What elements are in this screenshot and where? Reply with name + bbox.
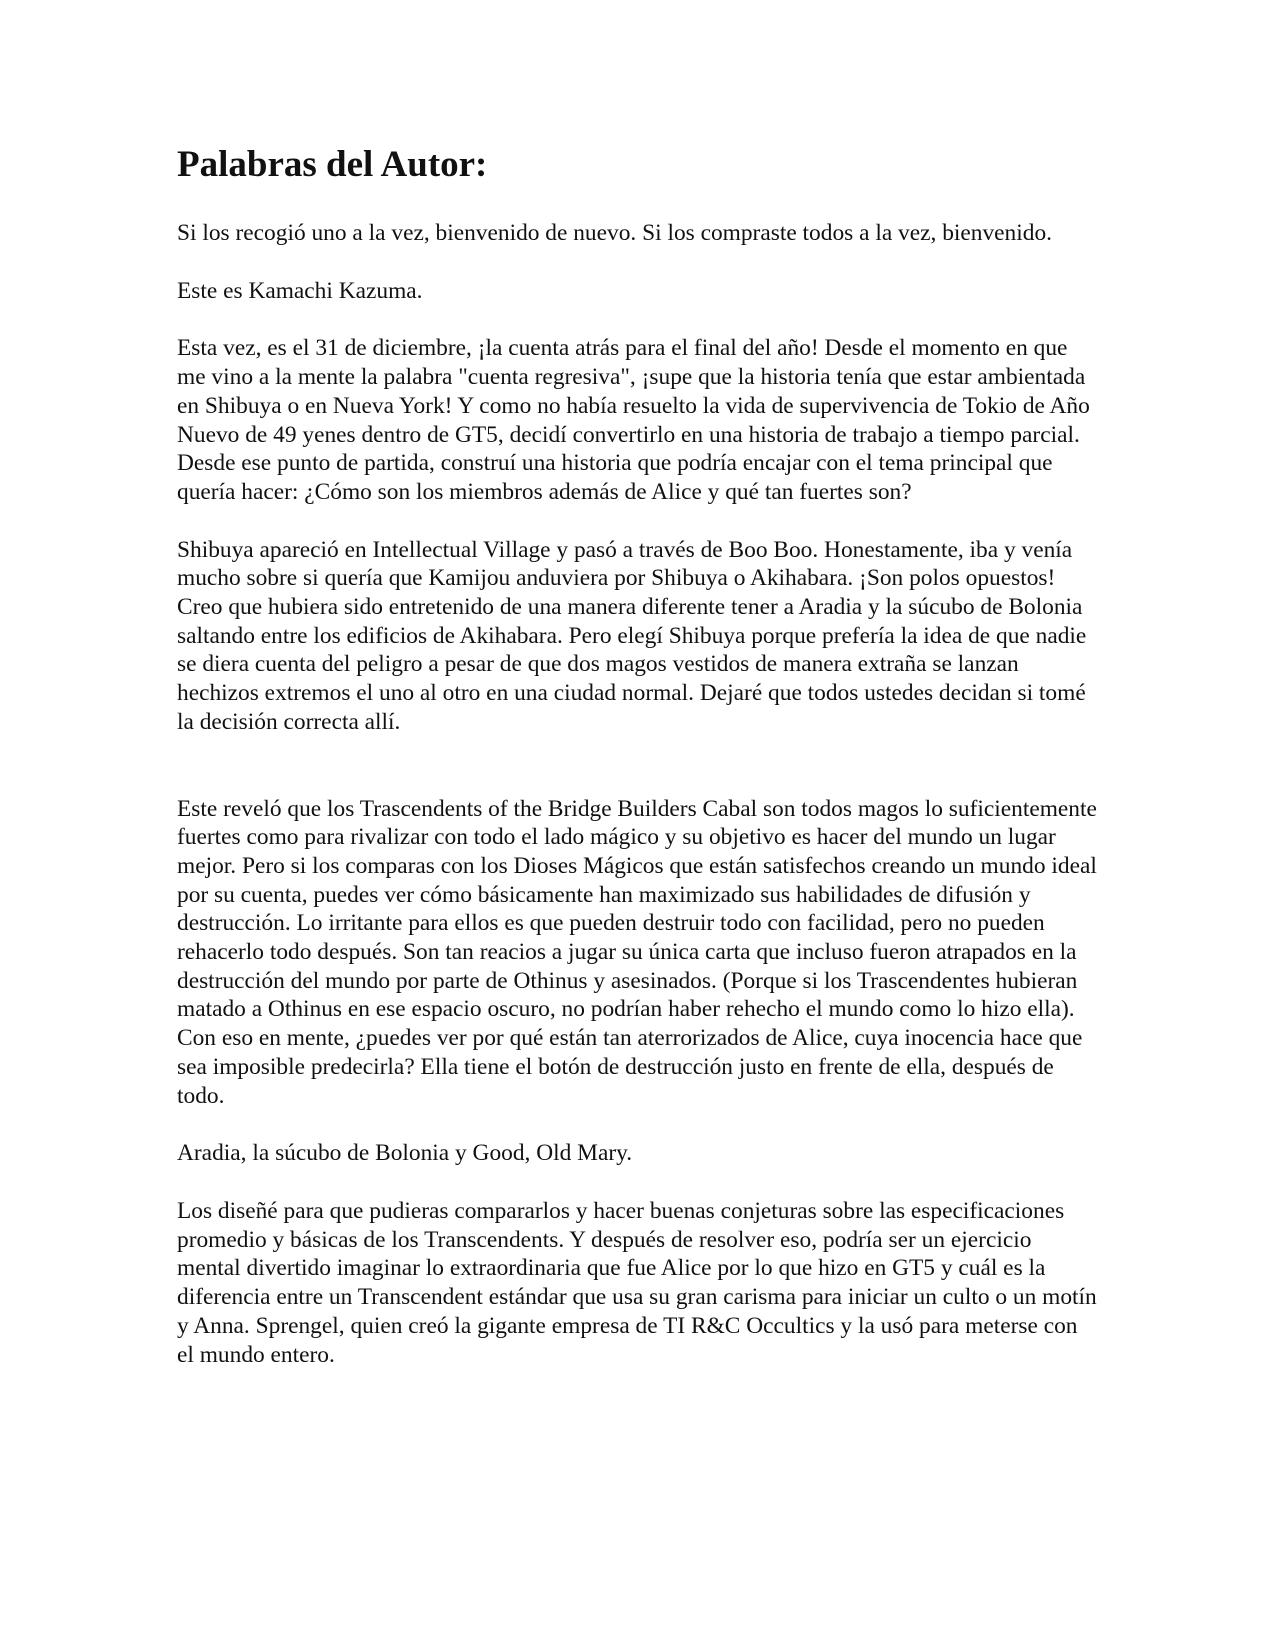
paragraph-characters: Aradia, la súcubo de Bolonia y Good, Old Mary. [177,1140,633,1167]
paragraph-transcendents: Este reveló que los Trascendents of the Bridge Builders Cabal son todos magos lo suficientemente fuertes como para rivalizar con todo el lado mágico y su objetivo es hacer del mundo un lugar mejor. Pero si los comparas con los Dioses Mágicos que están satisfechos creando un mundo ideal por su cuenta, puedes ver cómo básicamente han maximizado sus habilidades de difusión y destrucción. Lo irritante para ellos es que pueden destruir todo con facilidad, pero no pueden rehacerlo todo después. Son tan reacios a jugar su única carta que incluso fueron atrapados en la destrucción del mundo por parte de Othinus y asesinados. (Porque si los Trascendentes hubieran matado a Othinus en ese espacio oscuro, no podrían haber rehecho el mundo como lo hizo ella). Con eso en mente, ¿puedes ver por qué están tan aterrorizados de Alice, cuya inocencia hace que sea imposible predecirla? Ella tiene el botón de destrucción justo en frente de ella, después de todo. [177,795,1097,1109]
page-title: Palabras del Autor: [177,144,488,185]
paragraph-welcome: Si los recogió uno a la vez, bienvenido de nuevo. Si los compraste todos a la vez, bienvenido. [177,220,1052,246]
paragraph-author-intro: Este es Kamachi Kazuma. [177,277,423,304]
paragraph-design: Los diseñé para que pudieras compararlos y hacer buenas conjeturas sobre las especificaciones promedio y básicas de los Transcendents. Y después de resolver eso, podría ser un ejercicio mental divertido imaginar lo extraordinaria que fue Alice por lo que hizo en GT5 y cuál es la diferencia entre un Transcendent estándar que usa su gran carisma para iniciar un culto o un motín y Anna. Sprengel, quien creó la gigante empresa de TI R&C Occultics y la usó para meterse con el mundo entero. [177,1197,1097,1368]
paragraph-shibuya: Shibuya apareció en Intellectual Village y pasó a través de Boo Boo. Honestamente, iba y venía mucho sobre si quería que Kamijou anduviera por Shibuya o Akihabara. ¡Son polos opuestos! Creo que hubiera sido entretenido de una manera diferente tener a Aradia y la súcubo de Bolonia saltando entre los edificios de Akihabara. Pero elegí Shibuya porque prefería la idea de que nadie se diera cuenta del peligro a pesar de que dos magos vestidos de manera extraña se lanzan hechizos extremos el uno al otro en una ciudad normal. Dejaré que todos ustedes decidan si tomé la decisión correcta allí. [177,536,1087,735]
document-body [177,143,1097,1369]
paragraph-countdown: Esta vez, es el 31 de diciembre, ¡la cuenta atrás para el final del año! Desde el momento en que me vino a la mente la palabra "cuenta regresiva", ¡supe que la historia tenía que estar ambientada en Shibuya o en Nueva York! Y como no había resuelto la vida de supervivencia de Tokio de Año Nuevo de 49 yenes dentro de GT5, decidí convertirlo en una historia de trabajo a tiempo parcial. Desde ese punto de partida, construí una historia que podría encajar con el tema principal que quería hacer: ¿Cómo son los miembros además de Alice y qué tan fuertes son? [177,335,1090,505]
